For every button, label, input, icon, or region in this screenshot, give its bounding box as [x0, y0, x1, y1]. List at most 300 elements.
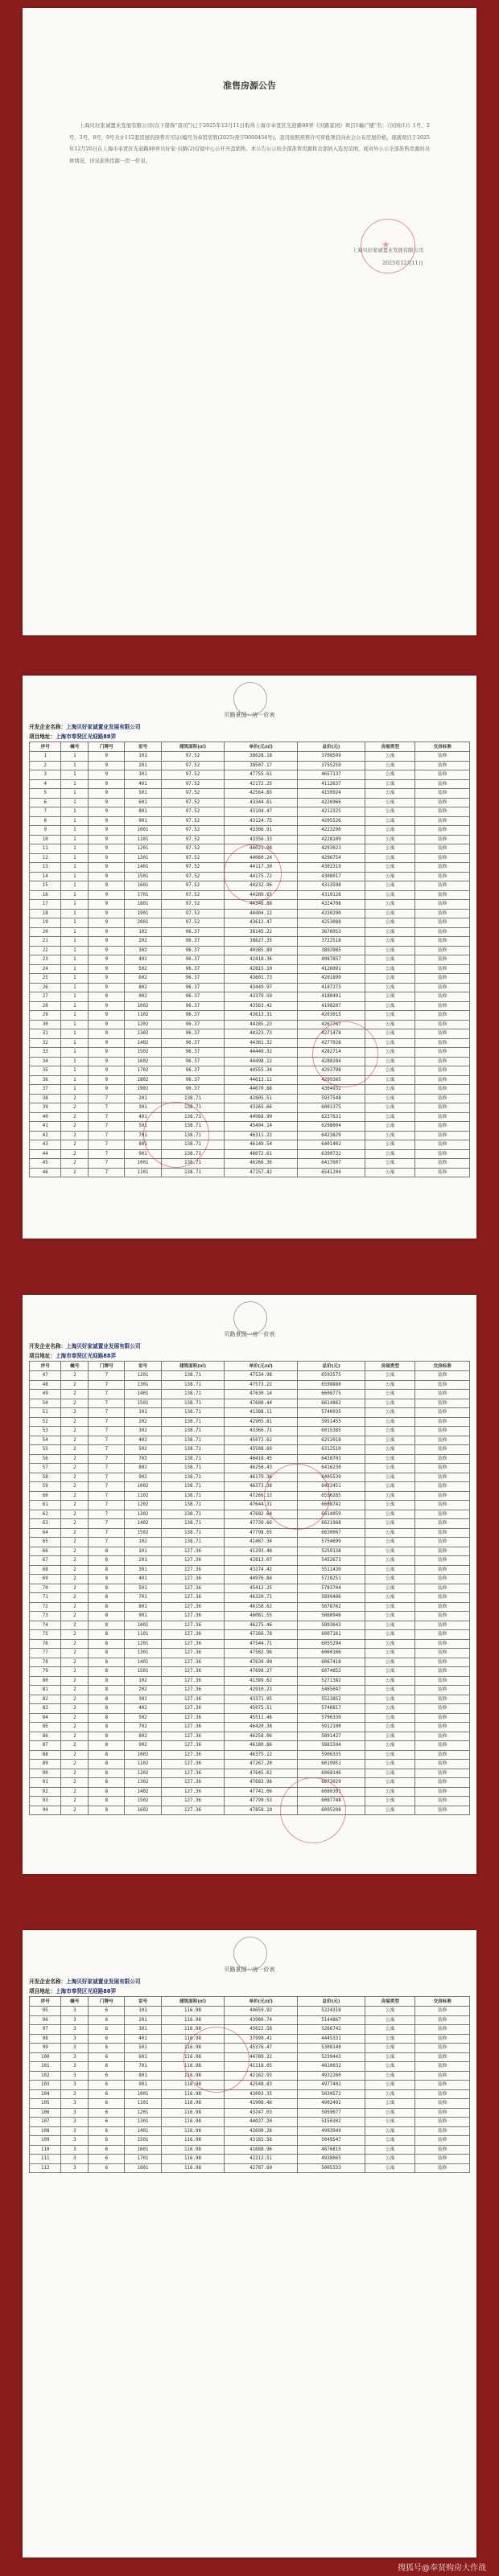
table-cell: 19 [30, 918, 61, 928]
table-row [30, 1380, 470, 1390]
table-cell: 4226966 [297, 798, 365, 807]
table-cell: 公寓 [365, 1417, 415, 1427]
table-cell: 公寓 [365, 927, 415, 937]
address-label: 项目地址： [29, 1988, 56, 1995]
column-header: 幢号 [61, 742, 89, 752]
table-cell: 138.71 [161, 1168, 225, 1177]
table-row [30, 2071, 470, 2081]
table-cell: 装修 [415, 807, 470, 817]
table-cell: 装修 [415, 2071, 470, 2081]
table-cell: 装修 [415, 2015, 470, 2025]
table-cell: 2 [61, 1417, 89, 1427]
table-cell: 2 [61, 1741, 89, 1751]
table-row [30, 1417, 470, 1427]
table-cell: 5899406 [297, 1593, 365, 1603]
column-header: 总价(元) [297, 742, 365, 752]
table-cell: 41388.11 [225, 1408, 297, 1418]
table-cell: 5452673 [297, 1556, 365, 1566]
table-cell: 91 [30, 1778, 61, 1788]
table-cell: 3 [61, 2034, 89, 2044]
table-row [30, 826, 470, 836]
table-cell: 1301 [125, 2118, 161, 2127]
table-cell: 1 [61, 853, 89, 863]
table-row [30, 1103, 470, 1113]
table-cell: 1 [61, 1057, 89, 1066]
table-cell: 装修 [415, 789, 470, 799]
table-cell: 82 [30, 1695, 61, 1704]
table-cell: 公寓 [365, 2136, 415, 2146]
table-row [30, 1149, 470, 1159]
table-cell: 127.36 [161, 1649, 225, 1658]
table-cell: 80 [30, 1676, 61, 1686]
table-cell: 2 [61, 1602, 89, 1612]
table-cell: 401 [125, 779, 161, 789]
table-cell: 116.98 [161, 2052, 225, 2062]
table-cell: 4201899 [297, 974, 365, 984]
table-cell: 公寓 [365, 1140, 415, 1150]
table-row [30, 1427, 470, 1436]
table-cell: 602 [125, 974, 161, 984]
table-cell: 41688.96 [225, 2145, 297, 2155]
table-cell: 公寓 [365, 1630, 415, 1640]
table-cell: 公寓 [365, 2126, 415, 2136]
table-cell: 8 [89, 1695, 125, 1704]
table-cell: 1502 [125, 1048, 161, 1058]
table-cell: 公寓 [365, 2108, 415, 2118]
table-cell: 8 [89, 1713, 125, 1723]
address-value: 上海市奉贤区光迎路88弄 [55, 733, 117, 740]
table-cell: 96.37 [161, 1057, 225, 1066]
table-cell: 4938065 [297, 2155, 365, 2164]
table-cell: 47645.62 [225, 1769, 297, 1778]
table-cell: 1 [61, 770, 89, 780]
table-cell: 装修 [415, 1473, 470, 1482]
table-cell: 1 [61, 1066, 89, 1076]
table-cell: 5878762 [297, 1602, 365, 1612]
table-row [30, 1649, 470, 1658]
table-cell: 1 [61, 752, 89, 762]
table-cell: 1201 [125, 2108, 161, 2118]
table-cell: 9 [89, 900, 125, 910]
table-cell: 97.52 [161, 918, 225, 928]
table-cell: 60 [30, 1491, 61, 1501]
table-row [30, 1750, 470, 1760]
table-cell: 1101 [125, 835, 161, 844]
table-cell: 装修 [415, 1593, 470, 1603]
table-cell: 4902492 [297, 2099, 365, 2109]
table-cell: 44285.23 [225, 1020, 297, 1029]
table-cell: 9 [89, 863, 125, 873]
table-cell: 2 [61, 1713, 89, 1723]
table-cell: 1402 [125, 1038, 161, 1048]
table-cell: 116.98 [161, 2071, 225, 2081]
table-cell: 70 [30, 1584, 61, 1593]
table-row [30, 983, 470, 992]
table-cell: 84 [30, 1713, 61, 1723]
table-cell: 公寓 [365, 1723, 415, 1732]
table-cell: 6614059 [297, 1510, 365, 1519]
table-cell: 装修 [415, 1778, 470, 1788]
table-cell: 装修 [415, 2025, 470, 2035]
table-cell: 9 [89, 1075, 125, 1085]
table-row [30, 1621, 470, 1630]
table-cell: 装修 [415, 1454, 470, 1464]
table-cell: 9 [89, 946, 125, 955]
table-cell: 401 [125, 2034, 161, 2044]
table-cell: 63 [30, 1519, 61, 1529]
table-cell: 4112637 [297, 779, 365, 789]
table-row [30, 927, 470, 937]
table-cell: 47799.53 [225, 1797, 297, 1806]
table-cell: 1301 [125, 1649, 161, 1658]
table-cell: 33 [30, 1048, 61, 1058]
table-cell: 116.98 [161, 2118, 225, 2127]
table-cell: 6608742 [297, 1501, 365, 1510]
seal-stamp [224, 844, 282, 902]
table-cell: 公寓 [365, 1399, 415, 1408]
table-cell: 127.36 [161, 1695, 225, 1704]
seal-stamp [312, 1021, 378, 1087]
table-cell: 96.37 [161, 1038, 225, 1048]
table-cell: 公寓 [365, 1103, 415, 1113]
table-cell: 802 [125, 983, 161, 992]
table-cell: 公寓 [365, 1787, 415, 1797]
table-cell: 5 [30, 789, 61, 799]
table-cell: 公寓 [365, 1612, 415, 1621]
table-cell: 装修 [415, 1020, 470, 1029]
table-cell: 6 [89, 2163, 125, 2173]
table-cell: 47688.44 [225, 1399, 297, 1408]
table-cell: 77 [30, 1649, 61, 1658]
table-cell: 装修 [415, 816, 470, 826]
table-cell: 127.36 [161, 1658, 225, 1667]
table-cell: 20 [30, 927, 61, 937]
table-cell: 公寓 [365, 1732, 415, 1741]
table-cell: 202 [125, 1686, 161, 1695]
table-cell: 4212325 [297, 807, 365, 817]
table-cell: 1 [61, 974, 89, 984]
table-cell: 1801 [125, 900, 161, 910]
table-cell: 9 [30, 826, 61, 836]
table-cell: 116.98 [161, 2034, 225, 2044]
table-cell: 102 [125, 927, 161, 937]
table-cell: 96.37 [161, 964, 225, 974]
table-cell: 78 [30, 1658, 61, 1667]
table-cell: 公寓 [365, 1538, 415, 1547]
table-cell: 公寓 [365, 761, 415, 770]
table-cell: 4299365 [297, 1075, 365, 1085]
notice-title: 准售房源公告 [223, 80, 276, 91]
table-cell: 装修 [415, 890, 470, 900]
table-cell: 装修 [415, 1686, 470, 1695]
table-cell: 公寓 [365, 1149, 415, 1159]
table-cell: 装修 [415, 1556, 470, 1566]
table-cell: 2 [61, 1140, 89, 1150]
table-cell: 6 [89, 2062, 125, 2072]
table-cell: 9 [89, 1066, 125, 1076]
table-cell: 公寓 [365, 1556, 415, 1566]
table-cell: 46258.06 [225, 1732, 297, 1741]
table-cell: 2 [61, 1750, 89, 1760]
column-header: 建筑面积(㎡) [161, 742, 225, 752]
table-cell: 44968.90 [225, 1112, 297, 1122]
table-cell: 112 [30, 2163, 61, 2173]
table-row [30, 1491, 470, 1501]
table-cell: 96.37 [161, 1085, 225, 1095]
table-cell: 6593575 [297, 1371, 365, 1381]
table-cell: 127.36 [161, 1676, 225, 1686]
table-cell: 5740817 [297, 1704, 365, 1714]
table-cell: 21 [30, 937, 61, 947]
table-cell: 2 [61, 1408, 89, 1418]
table-cell: 公寓 [365, 1112, 415, 1122]
table-cell: 1 [61, 900, 89, 910]
column-header: 房屋类型 [365, 1362, 415, 1371]
table-cell: 3755259 [297, 761, 365, 770]
table-cell: 2 [61, 1103, 89, 1113]
table-cell: 138.71 [161, 1427, 225, 1436]
table-cell: 6 [89, 2025, 125, 2035]
table-cell: 28 [30, 1001, 61, 1011]
table-cell: 8 [89, 1565, 125, 1575]
table-cell: 5796339 [297, 1713, 365, 1723]
table-cell: 127.36 [161, 1630, 225, 1640]
table-cell: 5937548 [297, 1094, 365, 1103]
table-cell: 42548.83 [225, 2081, 297, 2090]
table-cell: 138.71 [161, 1380, 225, 1390]
table-cell: 62 [30, 1510, 61, 1519]
table-cell: 7 [89, 1519, 125, 1529]
table-cell: 116.98 [161, 2163, 225, 2173]
table-cell: 24 [30, 964, 61, 974]
table-cell: 502 [125, 964, 161, 974]
table-cell: 7 [89, 1482, 125, 1492]
table-cell: 22 [30, 946, 61, 955]
table-cell: 105 [30, 2099, 61, 2109]
table-row [30, 1584, 470, 1593]
table-cell: 3 [61, 2099, 89, 2109]
table-cell: 138.71 [161, 1390, 225, 1399]
seal-star-icon: ★ [381, 239, 390, 250]
table-cell: 2 [61, 1732, 89, 1741]
table-cell: 1602 [125, 1057, 161, 1066]
table-cell: 3676053 [297, 927, 365, 937]
table-cell: 31 [30, 1029, 61, 1039]
table-cell: 公寓 [365, 1029, 415, 1039]
table-cell: 138.71 [161, 1371, 225, 1381]
table-cell: 装修 [415, 1038, 470, 1048]
table-cell: 116.98 [161, 2025, 225, 2035]
price-table-page-2 [23, 1295, 476, 1874]
table-cell: 97.52 [161, 881, 225, 891]
developer-line [29, 1977, 470, 1985]
table-cell: 装修 [415, 918, 470, 928]
table-cell: 公寓 [365, 992, 415, 1002]
table-cell: 7 [89, 1427, 125, 1436]
table-cell: 装修 [415, 826, 470, 836]
table-cell: 97.52 [161, 761, 225, 770]
table-cell: 116.98 [161, 2089, 225, 2099]
table-cell: 1902 [125, 1085, 161, 1095]
column-header: 单价(元/㎡) [225, 1997, 297, 2007]
table-cell: 44555.34 [225, 1066, 297, 1076]
table-cell: 3 [61, 2015, 89, 2025]
table-cell: 装修 [415, 2136, 470, 2146]
table-cell: 公寓 [365, 816, 415, 826]
table-cell: 公寓 [365, 1380, 415, 1390]
table-cell: 138.71 [161, 1464, 225, 1473]
table-cell: 公寓 [365, 853, 415, 863]
table-cell: 装修 [415, 1011, 470, 1021]
table-cell: 69 [30, 1575, 61, 1584]
table-cell: 装修 [415, 1159, 470, 1169]
table-cell: 5224318 [297, 2007, 365, 2016]
table-cell: 4302319 [297, 863, 365, 873]
table-cell: 装修 [415, 1806, 470, 1815]
table-cell: 83 [30, 1704, 61, 1714]
table-cell: 7 [89, 1408, 125, 1418]
table-row [30, 1029, 470, 1039]
table-cell: 公寓 [365, 1575, 415, 1584]
table-cell: 6630067 [297, 1528, 365, 1538]
table-cell: 127.36 [161, 1575, 225, 1584]
table-row [30, 1695, 470, 1704]
table-cell: 44381.32 [225, 1038, 297, 1048]
table-cell: 7 [89, 1417, 125, 1427]
table-cell: 3 [61, 2052, 89, 2062]
table-cell: 6 [89, 2015, 125, 2025]
table-cell: 116.98 [161, 2062, 225, 2072]
table-cell: 公寓 [365, 1704, 415, 1714]
table-cell: 公寓 [365, 779, 415, 789]
table-cell: 6 [89, 2081, 125, 2090]
table-cell: 2 [61, 1787, 89, 1797]
table-cell: 58 [30, 1473, 61, 1482]
table-row [30, 1806, 470, 1815]
table-cell: 1 [61, 816, 89, 826]
table-cell: 公寓 [365, 909, 415, 918]
table-row [30, 1556, 470, 1566]
table-cell: 116.98 [161, 2155, 225, 2164]
table-cell: 公寓 [365, 2015, 415, 2025]
table-cell: 42815.10 [225, 964, 297, 974]
table-cell: 公寓 [365, 890, 415, 900]
table-cell: 公寓 [365, 1057, 415, 1066]
developer-name: 上海贝好家诚置业发展有限公司 [66, 724, 141, 730]
table-cell: 74 [30, 1621, 61, 1630]
table-cell: 44670.88 [225, 1085, 297, 1095]
table-cell: 1 [61, 946, 89, 955]
table-cell: 公寓 [365, 1806, 415, 1815]
table-row [30, 1454, 470, 1464]
table-cell: 97.52 [161, 863, 225, 873]
table-cell: 装修 [415, 1695, 470, 1704]
table-cell: 701 [125, 2062, 161, 2072]
table-cell: 装修 [415, 779, 470, 789]
table-row [30, 918, 470, 928]
table-cell: 8 [89, 1750, 125, 1760]
table-row [30, 1575, 470, 1584]
table-cell: 1 [61, 872, 89, 881]
table-cell: 46180.86 [225, 1741, 297, 1751]
table-cell: 2 [61, 1510, 89, 1519]
table-cell: 27 [30, 992, 61, 1002]
table-cell: 7 [89, 1399, 125, 1408]
table-cell: 2 [61, 1149, 89, 1159]
table-row [30, 1602, 470, 1612]
table-cell: 2 [61, 1473, 89, 1482]
table-cell: 7 [89, 1131, 125, 1140]
table-row [30, 807, 470, 817]
table-cell: 8 [89, 1686, 125, 1695]
table-cell: 装修 [415, 1057, 470, 1066]
table-cell: 1 [61, 1011, 89, 1021]
table-cell: 7 [89, 1094, 125, 1103]
table-cell: 4993949 [297, 2126, 365, 2136]
table-cell: 43563.42 [225, 1001, 297, 1011]
table-cell: 6556285 [297, 1491, 365, 1501]
table-cell: 1502 [125, 1528, 161, 1538]
table-cell: 装修 [415, 2052, 470, 2062]
table-cell: 1 [61, 1020, 89, 1029]
table-cell: 138.71 [161, 1112, 225, 1122]
table-cell: 96.37 [161, 1011, 225, 1021]
table-cell: 公寓 [365, 1750, 415, 1760]
table-cell: 127.36 [161, 1686, 225, 1695]
table-cell: 2 [61, 1676, 89, 1686]
seal-stamp [264, 1464, 330, 1530]
table-row [30, 2025, 470, 2035]
table-cell: 18 [30, 909, 61, 918]
table-cell: 138.71 [161, 1103, 225, 1113]
table-cell: 1401 [125, 1390, 161, 1399]
table-cell: 2 [61, 1501, 89, 1510]
table-row [30, 1769, 470, 1778]
table-cell: 6067418 [297, 1658, 365, 1667]
table-cell: 46256.43 [225, 1464, 297, 1473]
table-cell: 47544.71 [225, 1639, 297, 1649]
table-cell: 5150302 [297, 2118, 365, 2127]
table-cell: 公寓 [365, 1020, 415, 1029]
table-cell: 127.36 [161, 1667, 225, 1677]
table-row [30, 835, 470, 844]
table-title: 贝路景园一房一价表 [224, 1966, 275, 1973]
table-cell: 公寓 [365, 1797, 415, 1806]
table-cell: 46266.36 [225, 1159, 297, 1169]
table-row [30, 1797, 470, 1806]
price-table-page-1 [23, 676, 476, 1239]
column-header: 幢号 [61, 1997, 89, 2007]
table-cell: 101 [125, 752, 161, 762]
table-cell: 3708509 [297, 752, 365, 762]
table-cell: 装修 [415, 1723, 470, 1732]
table-cell: 3892985 [297, 946, 365, 955]
table-cell: 89 [30, 1760, 61, 1769]
table-cell: 公寓 [365, 1547, 415, 1556]
table-cell: 4657137 [297, 770, 365, 780]
table-cell: 116.98 [161, 2145, 225, 2155]
table-cell: 1 [61, 964, 89, 974]
table-cell: 43165.56 [225, 2136, 297, 2146]
table-cell: 7 [89, 1491, 125, 1501]
table-row [30, 1565, 470, 1575]
table-cell: 6390732 [297, 1149, 365, 1159]
table-cell: 装修 [415, 2089, 470, 2099]
table-row [30, 789, 470, 799]
column-header: 单价(元/㎡) [225, 1362, 297, 1371]
column-header: 门牌号 [89, 742, 125, 752]
table-cell: 7 [89, 1538, 125, 1547]
